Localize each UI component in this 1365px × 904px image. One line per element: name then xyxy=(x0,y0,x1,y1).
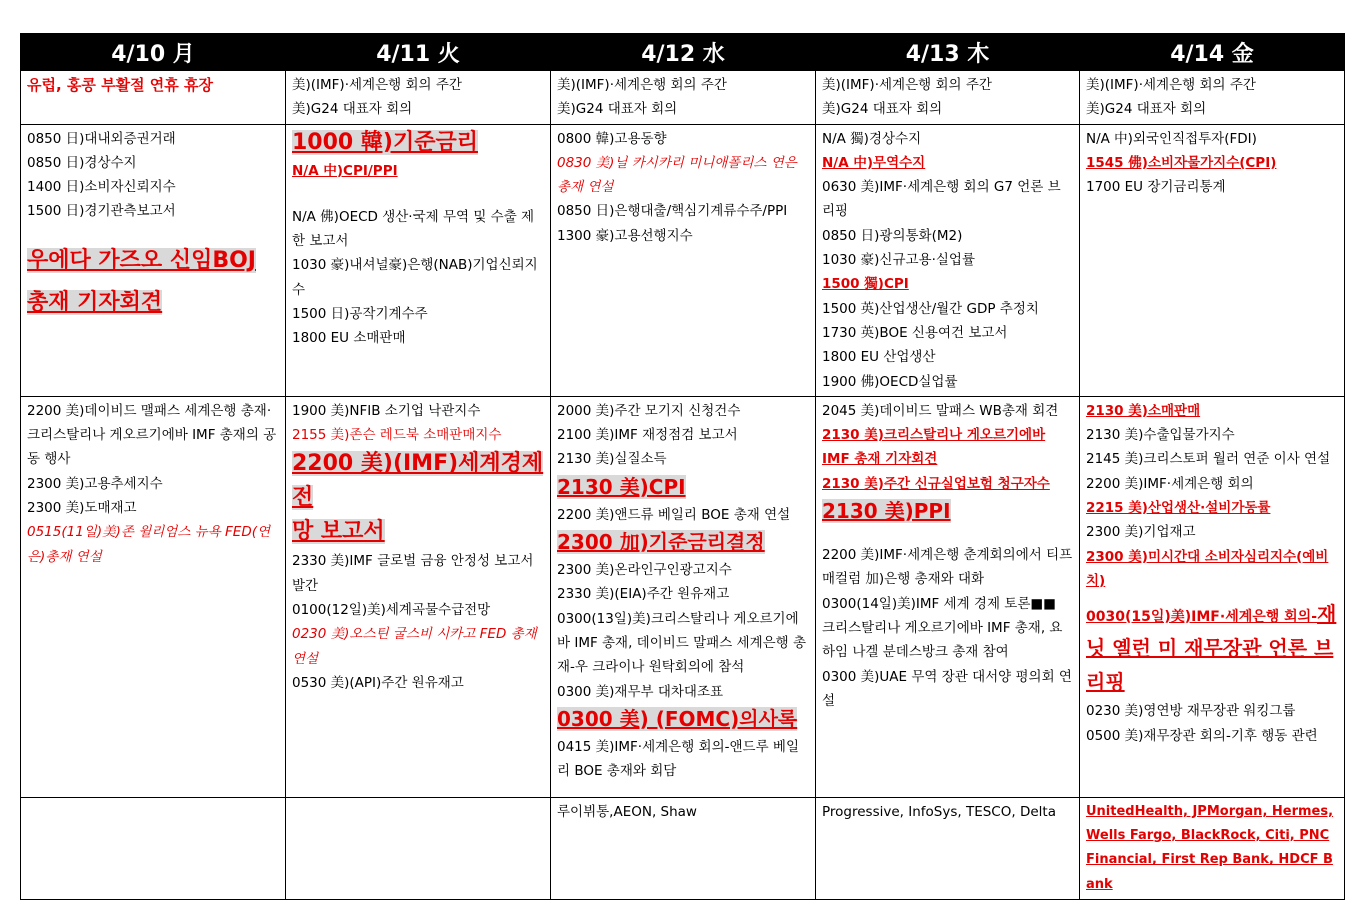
event-item: 2300 美)고용추세지수 xyxy=(27,475,163,492)
event-item: 2100 美)IMF 재정점검 보고서 xyxy=(557,427,738,444)
day-header-row xyxy=(21,34,1345,71)
key-event-imf-weo: 2200 美)(IMF)세계경제전 망 보고서 xyxy=(292,451,544,545)
key-event-fomc-minutes: 0300 美) (FOMC)의사록 xyxy=(557,706,798,731)
event-item: 1800 EU 산업생산 xyxy=(822,349,936,366)
event-item: 1500 日)경기관측보고서 xyxy=(27,203,176,220)
key-event-korea-rate: 1000 韓)기준금리 xyxy=(292,129,478,155)
event-item-red: 2155 美)존슨 레드북 소매판매지수 xyxy=(292,427,502,444)
cell-tue-earnings xyxy=(286,797,551,899)
cell-tue-notes xyxy=(286,71,551,125)
key-event-boj xyxy=(27,240,279,324)
row-earnings xyxy=(21,797,1345,899)
event-item: 2000 美)주간 모기지 신청건수 xyxy=(557,402,741,419)
cell-wed-us xyxy=(551,396,816,797)
event-item: 0850 日)대내외증권거래 xyxy=(27,130,176,147)
event-item: 2130 美)실질소득 xyxy=(557,451,667,468)
event-item-important: N/A 中)무역수지 xyxy=(822,154,926,171)
event-item-important: 2300 美)미시간대 소비자심리지수(예비치) xyxy=(1086,548,1329,589)
cell-mon-asia xyxy=(21,124,286,396)
event-item: 0500 美)재무장관 회의-기후 행동 관련 xyxy=(1086,727,1318,744)
event-item-speech: 0515(11일)美)존 윌리엄스 뉴욕 FED(연은)총재 연설 xyxy=(27,524,271,565)
event-item: 1700 EU 장기금리통계 xyxy=(1086,179,1226,196)
event-item: 2130 美)수출입물가지수 xyxy=(1086,427,1235,444)
row-americas xyxy=(21,396,1345,797)
event-item: N/A 佛)OECD 생산·국제 무역 및 수출 제한 보고서 xyxy=(292,208,535,250)
day-header-mon: 4/10 月 xyxy=(21,34,286,71)
event-item-speech: 0830 美)닐 카시카리 미니애폴리스 연은 총재 연설 xyxy=(557,154,797,196)
cell-wed-earnings xyxy=(551,797,816,899)
earnings-list: Financial, First Rep Bank, HDCF Bank xyxy=(1086,852,1333,892)
earnings-list: Wells Fargo, BlackRock, Citi, PNC xyxy=(1086,828,1330,844)
event-item-speech: 0230 美)오스틴 굴스비 시카고 FED 총재 연설 xyxy=(292,626,537,667)
cell-mon-notes xyxy=(21,71,286,125)
event-item-important: 2215 美)산업생산·설비가동률 xyxy=(1086,500,1271,517)
event-item: 0530 美)(API)주간 원유재고 xyxy=(292,674,464,691)
earnings-list: 루이뷔통,AEON, Shaw xyxy=(557,803,697,820)
event-item: 美)G24 대표자 회의 xyxy=(557,101,678,118)
event-item-important: 2130 美)크리스탈리나 게오르기에바 xyxy=(822,427,1046,444)
event-item: 2200 美)데이비드 맬패스 세계은행 총재·크리스탈리나 게오르기에바 IMF 총재의 공동 행사 xyxy=(27,402,277,468)
event-item: 2200 美)앤드류 베일리 BOE 총재 연설 xyxy=(557,506,791,523)
cell-thu-earnings xyxy=(816,797,1080,899)
event-item: 0230 美)영연방 재무장관 워킹그룹 xyxy=(1086,703,1296,720)
key-event-yellen-briefing: 0030(15일)美)IMF·세계은행 회의-재닛 옐런 미 재무장관 언론 브리핑 xyxy=(1086,602,1337,695)
event-item-important: IMF 총재 기자회견 xyxy=(822,451,938,468)
day-header-thu: 4/13 木 xyxy=(816,34,1080,71)
cell-tue-us xyxy=(286,396,551,797)
cell-thu-us xyxy=(816,396,1080,797)
key-event-us-ppi: 2130 美)PPI xyxy=(822,499,951,524)
cell-thu-notes xyxy=(816,71,1080,125)
event-item: 2300 美)도매재고 xyxy=(27,500,137,517)
cell-wed-notes xyxy=(551,71,816,125)
event-item: 2330 美)(EIA)주간 원유재고 xyxy=(557,586,730,603)
cell-thu-asia xyxy=(816,124,1080,396)
event-item: 1300 豪)고용선행지수 xyxy=(557,227,693,244)
key-event-canada-rate: 2300 加)기준금리결정 xyxy=(557,530,765,555)
event-item: 2045 美)데이비드 말패스 WB총재 회견 xyxy=(822,402,1059,419)
event-item: 0415 美)IMF·세계은행 회의-앤드루 베일리 BOE 총재와 회담 xyxy=(557,738,800,780)
event-item: 0850 日)경상수지 xyxy=(27,154,137,171)
cell-fri-notes xyxy=(1080,71,1345,125)
event-item: 美)(IMF)·세계은행 회의 주간 xyxy=(557,77,727,93)
event-item: 2300 美)온라인구인광고지수 xyxy=(557,562,732,579)
event-item: 1500 英)산업생산/월간 GDP 추정치 xyxy=(822,300,1039,317)
event-item: N/A 獨)경상수지 xyxy=(822,130,922,147)
event-item: 1800 EU 소매판매 xyxy=(292,330,406,347)
event-item: 2200 美)IMF·세계은행 춘계회의에서 티프 매컬럼 加)은행 총재와 대화 xyxy=(822,547,1073,588)
event-item-important: N/A 中)CPI/PPI xyxy=(292,162,398,179)
event-item-important: 2130 美)주간 신규실업보험 청구자수 xyxy=(822,475,1050,492)
earnings-list: UnitedHealth, JPMorgan, Hermes, xyxy=(1086,803,1334,819)
key-event-us-cpi: 2130 美)CPI xyxy=(557,474,686,499)
row-weekly-notes xyxy=(21,71,1345,125)
row-asia-europe xyxy=(21,124,1345,396)
key-event-line: 재닛 옐런 미 재무장관 언론 브리핑 xyxy=(1086,602,1337,695)
event-item: 0630 美)IMF·세계은행 회의 G7 언론 브리핑 xyxy=(822,179,1061,220)
day-header-fri: 4/14 金 xyxy=(1080,34,1345,71)
event-item: 1030 豪)신규고용·실업률 xyxy=(822,252,975,269)
event-item: 1730 英)BOE 신용여건 보고서 xyxy=(822,324,1008,341)
cell-fri-asia xyxy=(1080,124,1345,396)
event-item-important: 2130 美)소매판매 xyxy=(1086,402,1201,419)
event-item: 0850 日)광의통화(M2) xyxy=(822,227,963,244)
event-item: 1030 豪)내셔널豪)은행(NAB)기업신뢰지수 xyxy=(292,257,538,298)
event-item: 2300 美)기업재고 xyxy=(1086,524,1196,541)
event-item: 0300 美)재무부 대차대조표 xyxy=(557,683,724,700)
event-item: 0100(12일)美)세계곡물수급전망 xyxy=(292,602,491,619)
cell-mon-us xyxy=(21,396,286,797)
key-event-line: 총재 기자회견 xyxy=(27,289,163,315)
event-item: 0300(13일)美)크리스탈리나 게오르기에바 IMF 총재, 데이비드 말패스 세계은행 총재-우 크라이나 원탁회의에 참석 xyxy=(557,610,807,676)
cell-wed-asia xyxy=(551,124,816,396)
cell-fri-us xyxy=(1080,396,1345,797)
event-item: 2330 美)IMF 글로벌 금융 안정성 보고서 발간 xyxy=(292,553,534,594)
day-header-wed: 4/12 水 xyxy=(551,34,816,71)
event-item: 1500 日)공작기계수주 xyxy=(292,306,428,323)
event-item: 0300(14일)美)IMF 세계 경제 토론■■ 크리스탈리나 게오르기에바 IMF 총재, 요하임 나겔 분데스방크 총재 참여 xyxy=(822,595,1063,661)
key-event-line: 우에다 가즈오 신임BOJ xyxy=(27,247,256,273)
earnings-list: Progressive, InfoSys, TESCO, Delta xyxy=(822,803,1056,820)
weekly-calendar-table xyxy=(20,33,1345,900)
event-item: 2200 美)IMF·세계은행 회의 xyxy=(1086,475,1254,492)
event-item: 美)G24 대표자 회의 xyxy=(292,101,413,118)
cell-fri-earnings xyxy=(1080,797,1345,899)
event-item: 美)(IMF)·세계은행 회의 주간 xyxy=(292,77,462,93)
day-header-tue: 4/11 火 xyxy=(286,34,551,71)
event-item: N/A 中)외국인직접투자(FDI) xyxy=(1086,130,1257,147)
event-item: 0300 美)UAE 무역 장관 대서양 평의회 연설 xyxy=(822,668,1072,709)
event-item-important: 1545 佛)소비자물가지수(CPI) xyxy=(1086,154,1277,171)
event-item: 美)G24 대표자 회의 xyxy=(1086,101,1207,118)
event-item: 美)G24 대표자 회의 xyxy=(822,101,943,118)
event-item: 1900 佛)OECD실업률 xyxy=(822,373,958,390)
holiday-note: 유럽, 홍콩 부활절 연휴 휴장 xyxy=(27,76,213,94)
event-item-important: 1500 獨)CPI xyxy=(822,276,909,293)
event-item: 美)(IMF)·세계은행 회의 주간 xyxy=(822,77,992,93)
event-item: 0850 日)은행대출/핵심기계류수주/PPI xyxy=(557,203,788,220)
event-item: 2145 美)크리스토퍼 월러 연준 이사 연설 xyxy=(1086,451,1331,468)
cell-tue-asia xyxy=(286,124,551,396)
event-item: 1400 日)소비자신뢰지수 xyxy=(27,179,176,196)
cell-mon-earnings xyxy=(21,797,286,899)
event-item: 0800 韓)고용동향 xyxy=(557,130,667,147)
event-item: 1900 美)NFIB 소기업 낙관지수 xyxy=(292,402,481,419)
event-item: 美)(IMF)·세계은행 회의 주간 xyxy=(1086,77,1256,93)
